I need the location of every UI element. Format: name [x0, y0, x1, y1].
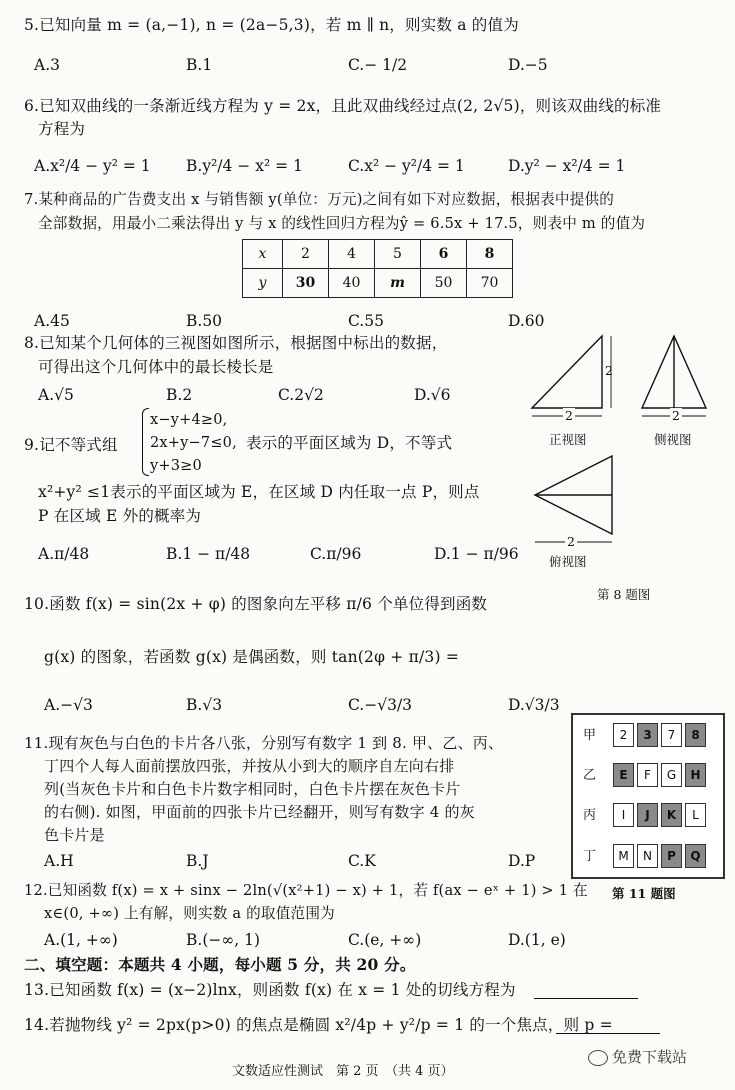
q5-option-d: D.−5: [508, 56, 548, 74]
q7-stem-line1: 7.某种商品的广告费支出 x 与销售额 y(单位：万元)之间有如下对应数据，根据表中提供的: [24, 191, 615, 208]
q8-stem-line2: 可得出这个几何体中的最长棱长是: [38, 358, 274, 376]
q8-stem-line1: 8.已知某个几何体的三视图如图所示，根据图中标出的数据，: [24, 334, 448, 352]
q5-option-a: A.3: [34, 56, 60, 74]
card-bing-1: I: [613, 803, 634, 827]
q6-option-d: D.y² − x²/4 = 1: [508, 157, 626, 175]
q9-prefix: 9.记不等式组: [24, 436, 118, 454]
q7-option-d: D.60: [508, 312, 545, 330]
q12-line1: 12.已知函数 f(x) = x + sinx − 2ln(√(x²+1) − x) + 1，若 f(ax − eˣ + 1) > 1 在: [24, 882, 588, 899]
card-jia-4: 8: [685, 723, 706, 747]
person-yi: 乙: [583, 768, 597, 783]
q8-front-view-label: 正视图: [549, 432, 587, 447]
table-cell: 50: [421, 269, 467, 298]
table-row-y: [243, 269, 513, 298]
q11-option-a: A.H: [44, 852, 74, 870]
q10-line2: g(x) 的图象，若函数 g(x) 是偶函数，则 tan(2φ + π/3) =: [44, 648, 460, 666]
table-header-x: x: [243, 240, 283, 269]
q6-option-b: B.y²/4 − x² = 1: [186, 157, 303, 175]
q13-stem: 13.已知函数 f(x) = (x−2)lnx，则函数 f(x) 在 x = 1 处的切线方程为: [24, 981, 516, 999]
q8-option-b: B.2: [166, 386, 193, 404]
q9-line2: x²+y² ≤1表示的平面区域为 E，在区域 D 内任取一点 P，则点: [38, 483, 480, 501]
q6-stem-line1: 6.已知双曲线的一条渐近线方程为 y = 2x，且此双曲线经过点(2, 2√5)，则该双曲线的标准: [24, 97, 662, 115]
card-yi-4: H: [685, 763, 706, 787]
q12-option-d: D.(1, e): [508, 931, 566, 949]
q6-option-c: C.x² − y²/4 = 1: [348, 157, 465, 175]
q12-line2: x∈(0, +∞) 上有解，则实数 a 的取值范围为: [44, 905, 335, 922]
q10-option-d: D.√3/3: [508, 696, 560, 714]
card-bing-3: K: [661, 803, 682, 827]
q6-option-a: A.x²/4 − y² = 1: [34, 157, 151, 175]
q8-option-c: C.2√2: [278, 386, 324, 404]
q9-option-a: A.π/48: [38, 545, 90, 563]
q9-ineq-1: x−y+4≥0,: [150, 412, 228, 428]
person-bing: 丙: [583, 808, 597, 823]
card-jia-2: 3: [637, 723, 658, 747]
table-header-y: y: [243, 269, 283, 298]
table-cell: 2: [283, 240, 329, 269]
q8-side-width-label: 2: [672, 408, 680, 423]
person-ding: 丁: [583, 849, 597, 864]
q9-option-c: C.π/96: [310, 545, 362, 563]
q5-option-b: B.1: [186, 56, 213, 74]
q7-stem-line2: 全部数据，用最小二乘法得出 y 与 x 的线性回归方程为ŷ = 6.5x + 17.5，则表中 m 的值为: [38, 215, 646, 232]
q9-option-b: B.1 − π/48: [166, 545, 251, 563]
card-yi-2: F: [637, 763, 658, 787]
q8-front-height-label: 2: [605, 363, 613, 378]
q12-option-a: A.(1, +∞): [44, 931, 118, 949]
card-bing-4: L: [685, 803, 706, 827]
table-cell: m: [375, 269, 421, 298]
table-cell: 4: [329, 240, 375, 269]
q11-option-c: C.K: [348, 852, 376, 870]
q8-front-width-label: 2: [565, 408, 573, 423]
q11-line3: 列(当灰色卡片和白色卡片数字相同时，白色卡片摆在灰色卡片: [44, 780, 461, 798]
q10-line1: 10.函数 f(x) = sin(2x + φ) 的图象向左平移 π/6 个单位得到函数: [24, 595, 488, 613]
table-cell: 70: [467, 269, 513, 298]
q11-card-figure: [571, 713, 725, 879]
table-cell: 40: [329, 269, 375, 298]
q9-line3: P 在区域 E 外的概率为: [38, 507, 202, 525]
table-row-x: [243, 240, 513, 269]
table-cell: 5: [375, 240, 421, 269]
q6-stem-line2: 方程为: [38, 120, 86, 138]
q12-option-b: B.(−∞, 1): [186, 931, 261, 949]
card-yi-1: E: [613, 763, 634, 787]
card-bing-2: J: [637, 803, 658, 827]
q10-option-b: B.√3: [186, 696, 223, 714]
q14-answer-blank[interactable]: [556, 1013, 660, 1034]
section-2-heading: 二、填空题：本题共 4 小题，每小题 5 分，共 20 分。: [24, 955, 416, 974]
card-jia-1: 2: [613, 723, 634, 747]
card-ding-1: M: [613, 844, 634, 868]
q8-option-a: A.√5: [38, 386, 74, 404]
q10-option-c: C.−√3/3: [348, 696, 413, 714]
q11-line5: 色卡片是: [44, 826, 105, 844]
card-ding-4: Q: [685, 844, 706, 868]
person-jia: 甲: [583, 728, 597, 743]
page-footer: 文数适应性测试 第 2 页 （共 4 页）: [232, 1064, 454, 1079]
table-cell: 6: [421, 240, 467, 269]
q12-option-c: C.(e, +∞): [348, 931, 422, 949]
wechat-icon: [588, 1050, 608, 1066]
q11-line2: 丁四个人每人面前摆放四张，并按从小到大的顺序自左向右排: [44, 757, 455, 775]
q8-top-view-label: 俯视图: [549, 554, 587, 569]
q9-suffix: 表示的平面区域为 D，不等式: [246, 434, 453, 452]
q9-ineq-2: 2x+y−7≤0,: [150, 435, 237, 451]
card-yi-3: G: [661, 763, 682, 787]
table-cell: 8: [467, 240, 513, 269]
q9-ineq-3: y+3≥0: [150, 458, 202, 474]
q8-side-view-label: 侧视图: [654, 432, 692, 447]
watermark: 免费下载站: [588, 1046, 687, 1067]
q9-system-brace: [142, 408, 149, 476]
card-ding-2: N: [637, 844, 658, 868]
card-ding-3: P: [661, 844, 682, 868]
table-cell: 30: [283, 269, 329, 298]
card-jia-3: 7: [661, 723, 682, 747]
q11-option-b: B.J: [186, 852, 209, 870]
q8-option-d: D.√6: [414, 386, 451, 404]
q11-figure-caption: 第 11 题图: [612, 886, 676, 901]
q7-option-c: C.55: [348, 312, 384, 330]
q13-answer-blank[interactable]: [534, 978, 638, 999]
q8-top-width-label: 2: [567, 534, 575, 549]
q14-stem: 14.若抛物线 y² = 2px(p>0) 的焦点是椭圆 x²/4p + y²/p = 1 的一个焦点，则 p =: [24, 1016, 613, 1034]
q7-option-a: A.45: [34, 312, 70, 330]
q9-option-d: D.1 − π/96: [434, 545, 519, 563]
q8-figure-caption: 第 8 题图: [597, 587, 651, 602]
front-view-triangle: [532, 336, 602, 408]
q11-line1: 11.现有灰色与白色的卡片各八张，分别写有数字 1 到 8. 甲、乙、丙、: [24, 734, 504, 752]
q5-stem: 5.已知向量 m = (a,−1), n = (2a−5,3)，若 m ∥ n，则实数 a 的值为: [24, 16, 519, 34]
q7-option-b: B.50: [186, 312, 223, 330]
q7-data-table: [242, 239, 513, 298]
q11-line4: 的右侧). 如图，甲面前的四张卡片已经翻开，则写有数字 4 的灰: [44, 803, 475, 821]
q10-option-a: A.−√3: [44, 696, 93, 714]
q11-option-d: D.P: [508, 852, 536, 870]
q5-option-c: C.− 1/2: [348, 56, 408, 74]
